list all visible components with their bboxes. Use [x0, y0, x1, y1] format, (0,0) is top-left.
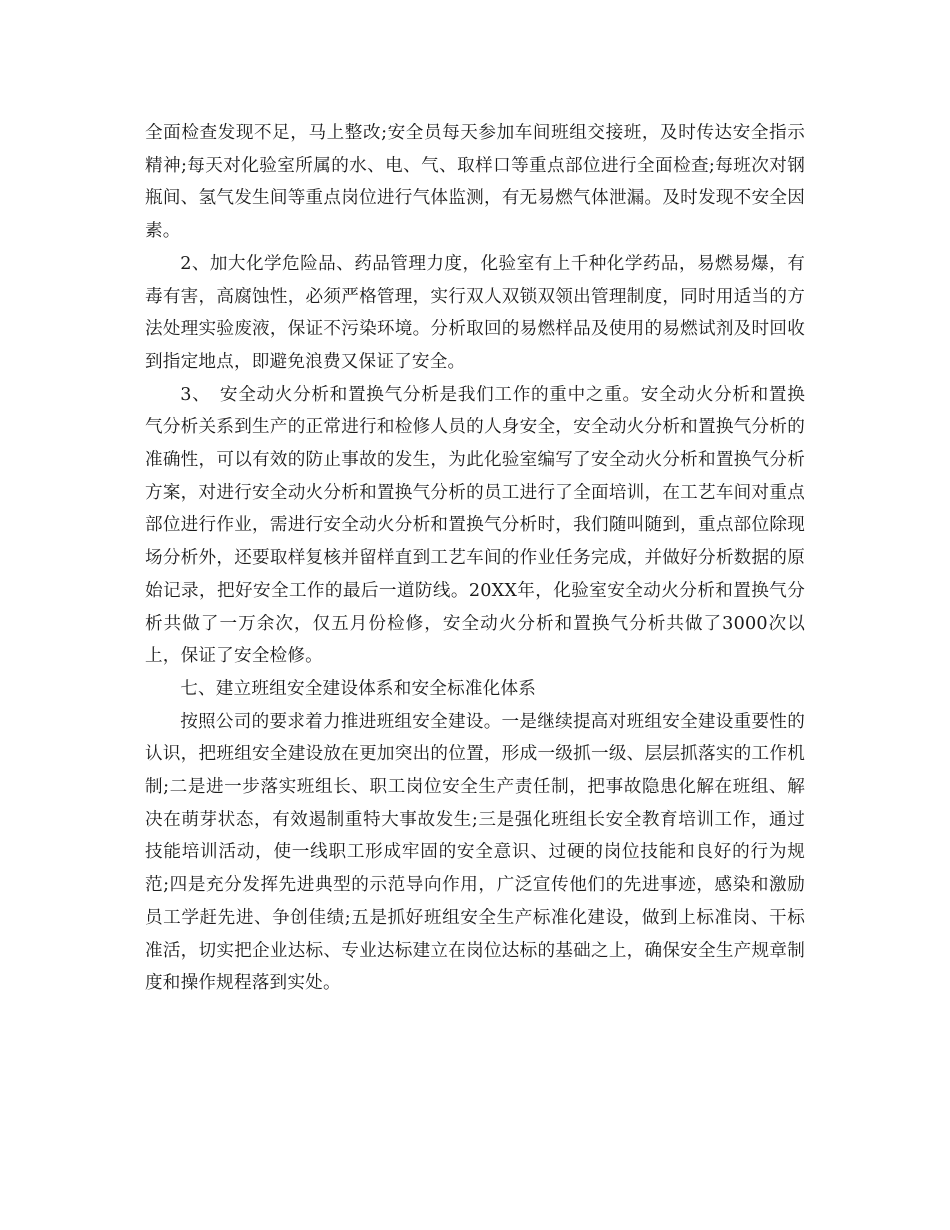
paragraph-item-2: 2、加大化学危险品、药品管理力度，化验室有上千种化学药品，易燃易爆，有毒有害，高腐蚀性，必须严格管理，实行双人双锁双领出管理制度，同时用适当的方法处理实验废液，保证不污染环境。分析取回的易燃样品及使用的易燃试剂及时回收到指定地点，即避免浪费又保证了安全。: [145, 253, 805, 372]
document-body: [145, 117, 805, 1000]
paragraph-item-3: 3、 安全动火分析和置换气分析是我们工作的重中之重。安全动火分析和置换气分析关系到生产的正常进行和检修人员的人身安全，安全动火分析和置换气分析的准确性，可以有效的防止事故的发生，为此化验室编写了安全动火分析和置换气分析方案，对进行安全动火分析和置换气分析的员工进行了全面培训，在工艺车间对重点部位进行作业，需进行安全动火分析和置换气分析时，我们随叫随到，重点部位除现场分析外，还要取样复核并留样直到工艺车间的作业任务完成，并做好分析数据的原始记录，把好安全工作的最后一道防线。20XX年，化验室安全动火分析和置换气分析共做了一万余次，仅五月份检修，安全动火分析和置换气分析共做了3000次以上，保证了安全检修。: [145, 384, 805, 667]
paragraph-continuation: 全面检查发现不足，马上整改;安全员每天参加车间班组交接班，及时传达安全指示精神;每天对化验室所属的水、电、气、取样口等重点部位进行全面检查;每班次对钢瓶间、氢气发生间等重点岗位进行气体监测，有无易燃气体泄漏。及时发现不安全因素。: [145, 123, 805, 242]
paragraph-section-7: 按照公司的要求着力推进班组安全建设。一是继续提高对班组安全建设重要性的认识，把班组安全建设放在更加突出的位置，形成一级抓一级、层层抓落实的工作机制;二是进一步落实班组长、职工岗位安全生产责任制，把事故隐患化解在班组、解决在萌芽状态，有效遏制重特大事故发生;三是强化班组长安全教育培训工作，通过技能培训活动，使一线职工形成牢固的安全意识、过硬的岗位技能和良好的行为规范;四是充分发挥先进典型的示范导向作用，广泛宣传他们的先进事迹，感染和激励员工学赶先进、争创佳绩;五是抓好班组安全生产标准化建设，做到上标准岗、干标准活，切实把企业达标、专业达标建立在岗位达标的基础之上，确保安全生产规章制度和操作规程落到实处。: [145, 711, 805, 994]
section-heading-7: 七、建立班组安全建设体系和安全标准化体系: [180, 678, 537, 699]
